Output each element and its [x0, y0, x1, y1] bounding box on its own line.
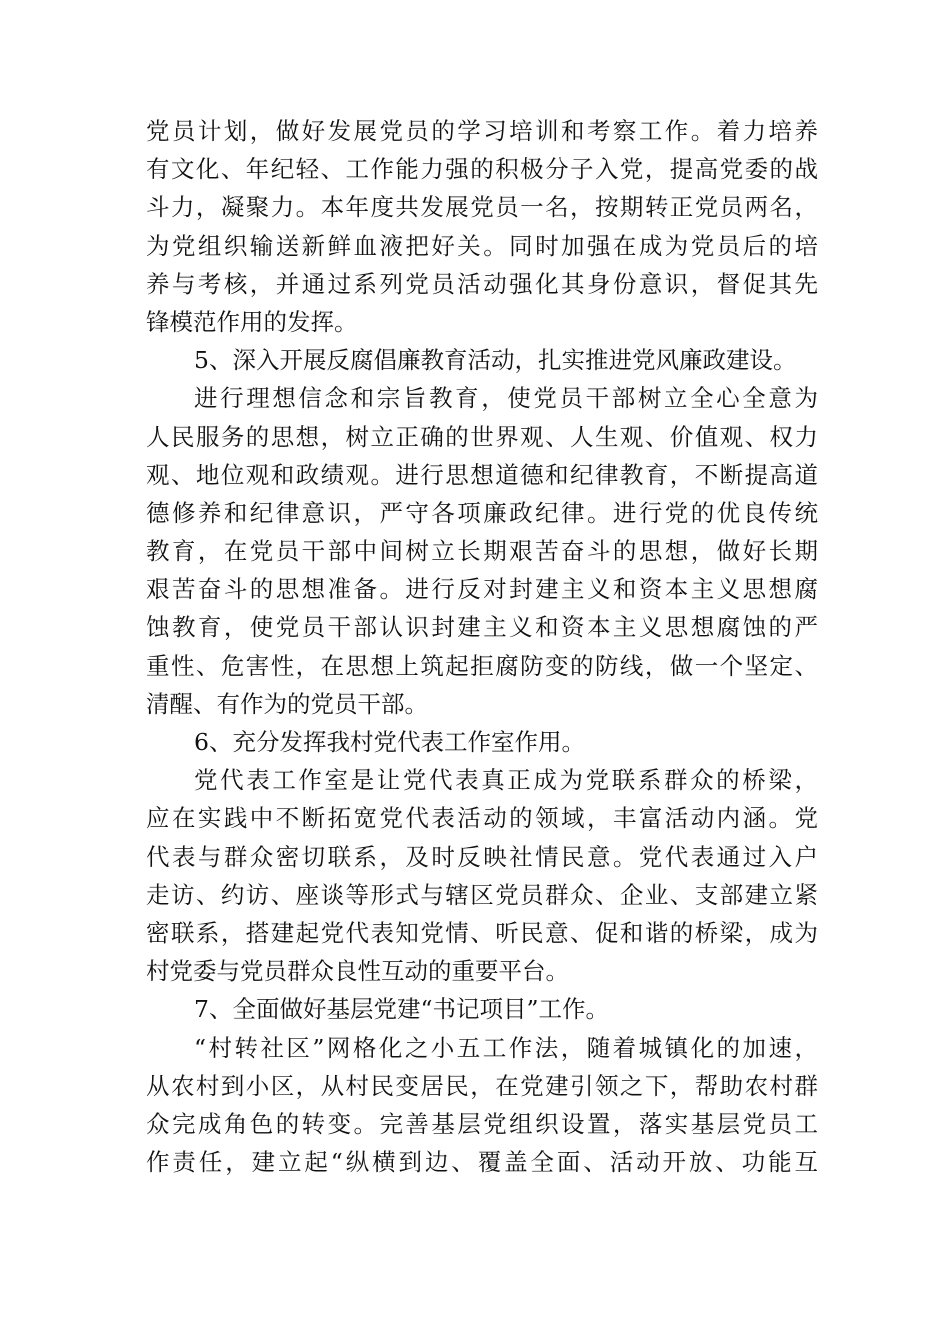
- text-line: 走访、约访、座谈等形式与辖区党员群众、企业、支部建立紧: [146, 880, 818, 909]
- text-line: 养与考核，并通过系列党员活动强化其身份意识，督促其先: [146, 269, 818, 298]
- text-line: 作责任，建立起“纵横到边、覆盖全面、活动开放、功能互: [146, 1148, 818, 1177]
- text-line: 德修养和纪律意识，严守各项廉政纪律。进行党的优良传统: [146, 498, 818, 527]
- text-line: 6、充分发挥我村党代表工作室作用。: [194, 728, 585, 756]
- text-line: 重性、危害性，在思想上筑起拒腐防变的防线，做一个坚定、: [146, 651, 818, 680]
- text-line: 密联系，搭建起党代表知党情、听民意、促和谐的桥梁，成为: [146, 918, 818, 947]
- text-line: 斗力，凝聚力。本年度共发展党员一名，按期转正党员两名，: [146, 193, 818, 222]
- text-line: 观、地位观和政绩观。进行思想道德和纪律教育，不断提高道: [146, 460, 818, 489]
- text-line: 从农村到小区，从村民变居民，在党建引领之下，帮助农村群: [146, 1071, 818, 1100]
- text-line: 锋模范作用的发挥。: [146, 307, 358, 336]
- text-line: 代表与群众密切联系，及时反映社情民意。党代表通过入户: [146, 842, 818, 871]
- text-line: 党代表工作室是让党代表真正成为党联系群众的桥梁，: [194, 766, 818, 795]
- text-line: 村党委与党员群众良性互动的重要平台。: [146, 957, 569, 986]
- text-line: 人民服务的思想，树立正确的世界观、人生观、价值观、权力: [146, 422, 818, 451]
- text-line: 教育，在党员干部中间树立长期艰苦奋斗的思想，做好长期: [146, 537, 818, 566]
- text-line: 党员计划，做好发展党员的学习培训和考察工作。着力培养: [146, 117, 818, 145]
- text-line: 艰苦奋斗的思想准备。进行反对封建主义和资本主义思想腐: [146, 575, 818, 604]
- text-line: 蚀教育，使党员干部认识封建主义和资本主义思想腐蚀的严: [146, 613, 818, 642]
- document-body: [146, 112, 818, 1181]
- text-line: 众完成角色的转变。完善基层党组织设置，落实基层党员工: [146, 1109, 818, 1138]
- text-line: 为党组织输送新鲜血液把好关。同时加强在成为党员后的培: [146, 231, 818, 260]
- text-line: 应在实践中不断拓宽党代表活动的领域，丰富活动内涵。党: [146, 804, 818, 833]
- text-line: 有文化、年纪轻、工作能力强的积极分子入党，提高党委的战: [146, 155, 818, 184]
- text-line: 进行理想信念和宗旨教育，使党员干部树立全心全意为: [194, 384, 818, 413]
- text-line: 5、深入开展反腐倡廉教育活动，扎实推进党风廉政建设。: [194, 346, 797, 375]
- text-line: 7、全面做好基层党建“书记项目”工作。: [194, 995, 609, 1024]
- text-line: “村转社区”网格化之小五工作法，随着城镇化的加速，: [194, 1033, 818, 1062]
- text-line: 清醒、有作为的党员干部。: [146, 689, 428, 718]
